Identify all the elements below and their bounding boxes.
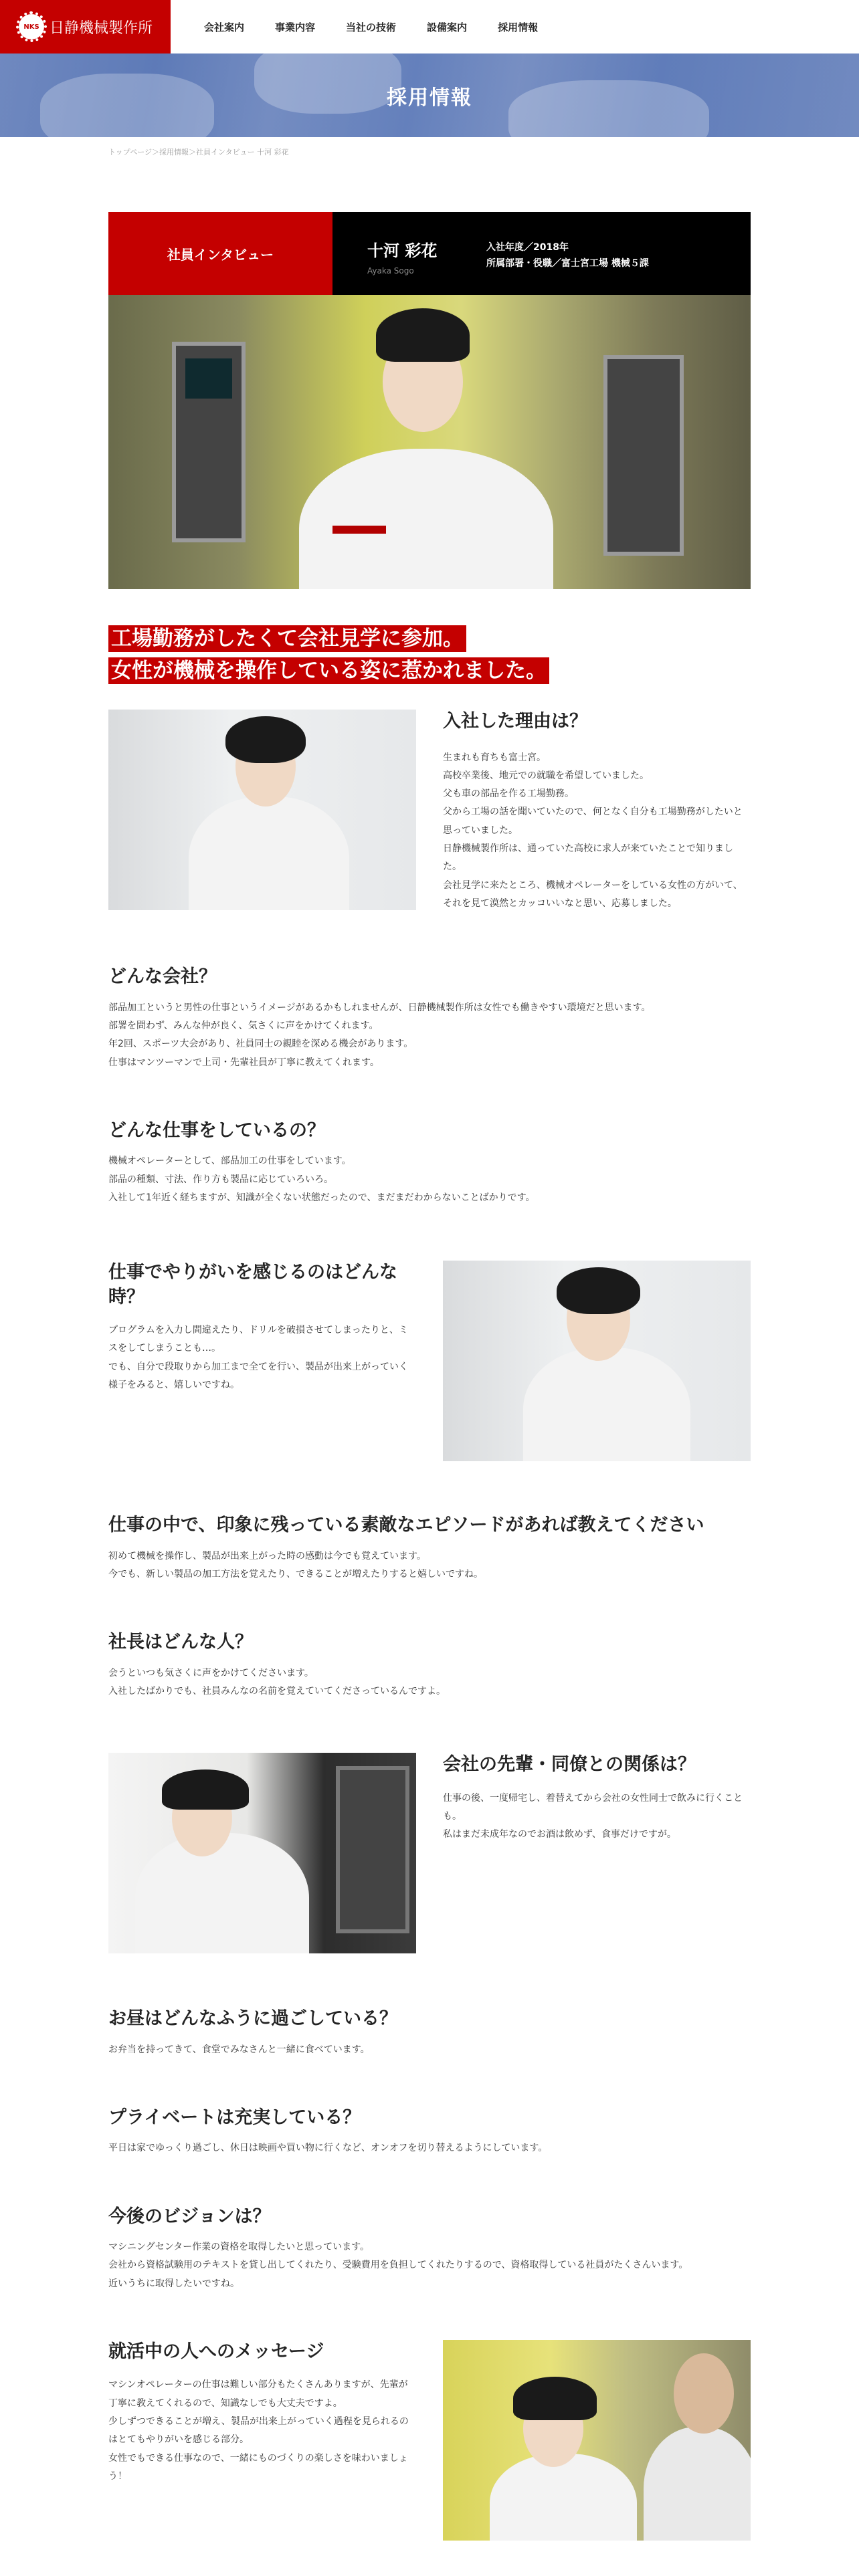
- logo-mark-text: NKS: [23, 23, 39, 31]
- hero-decoration: [40, 74, 214, 137]
- answer: 会うといつも気さくに声をかけてくださいます。 入社したばかりでも、社員みんなの名前を覚えていてくださっているんですよ。: [108, 1667, 446, 1697]
- question: プライベートは充実している？: [108, 2107, 361, 2128]
- site-logo[interactable]: [0, 0, 171, 53]
- breadcrumb[interactable]: トップページ＞採用情報＞社員インタビュー 十河 彩花: [108, 148, 289, 156]
- qa-section: [108, 1119, 751, 1207]
- qa-section: [108, 1261, 751, 1461]
- department: 所属部署・役職／富士宮工場 機械５課: [486, 257, 649, 269]
- answer: マシニングセンター作業の資格を取得したいと思っています。 会社から資格試験用のテキストを貸し出してくれたり、受験費用を負担してくれたりするので、資格取得している社員がたくさんいます。 近いうちに取得したいですね。: [108, 2242, 688, 2289]
- qa-section: [108, 1753, 751, 1953]
- answer: 平日は家でゆっくり過ごし、休日は映画や買い物に行くなど、オンオフを切り替えるようにしています。: [108, 2143, 548, 2154]
- answer: プログラムを入力し間違えたり、ドリルを破損させてしまったりと、ミスをしてしまうことも…。 でも、自分で段取りから加工まで全てを行い、製品が出来上がっていく様子をみると、嬉しいですね。: [108, 1325, 408, 1390]
- answer: マシンオペレーターの仕事は難しい部分もたくさんありますが、先輩が丁寧に教えてくれるので、知識なしでも大丈夫ですよ。 少しずつできることが増え、製品が出来上がっていく過程を見られるのはとてもやりがいを感じる部分。 女性でもできる仕事なので、一緒にものづくりの楽しさを味わいましょう！: [108, 2379, 409, 2482]
- hero-banner: [0, 53, 859, 137]
- question: 仕事の中で、印象に残っている素敵なエピソードがあれば教えてください: [108, 1515, 704, 1536]
- interview-photo: [108, 1753, 416, 1953]
- interview-photo: [443, 2340, 751, 2541]
- qa-section: [108, 1513, 751, 1584]
- photo-person: [523, 1348, 690, 1461]
- qa-section: [108, 2340, 751, 2541]
- qa-text: [108, 2340, 416, 2541]
- employee-info: [486, 212, 649, 295]
- nav-item-technology[interactable]: 当社の技術: [346, 21, 397, 33]
- site-header: [0, 0, 859, 53]
- employee-name-box: [332, 212, 486, 295]
- interview-photo: [443, 1261, 751, 1461]
- main-photo: [108, 295, 751, 589]
- interview-headline: [108, 623, 751, 687]
- question: 就活中の人へのメッセージ: [108, 2341, 324, 2363]
- interview-banner: [108, 212, 751, 295]
- question: 会社の先輩・同僚との関係は？: [443, 1754, 696, 1776]
- nav-item-company[interactable]: 会社案内: [204, 21, 245, 33]
- qa-text: [108, 1261, 416, 1461]
- answer: 生まれも育ちも富士宮。 高校卒業後、地元での就職を希望していました。 父も車の部品を作る工場勤務。 父から工場の話を聞いていたので、何となく自分も工場勤務がしたいと思っていました。 日静機械製作所は、通っていた高校に求人が来ていたことで知りました。 会社見学に来たところ、機械オペレーターをしている女性の方がいて、 それを見て漠然とカッコいいなと思い、応募しました。: [443, 752, 743, 909]
- hero-decoration: [508, 80, 709, 137]
- answer: 仕事の後、一度帰宅し、着替えてから会社の女性同士で飲みに行くことも。 私はまだ未成年なのでお酒は飲めず、食事だけですが。: [443, 1792, 743, 1840]
- question: 今後のビジョンは？: [108, 2206, 271, 2227]
- photo-person: [299, 449, 553, 589]
- photo-person: [644, 2427, 751, 2541]
- employee-name: 十河 彩花: [367, 241, 438, 260]
- nav-item-equipment[interactable]: 設備案内: [427, 21, 468, 33]
- join-year: 入社年度／2018年: [486, 242, 569, 253]
- photo-person: [162, 1769, 249, 1810]
- photo-machine: [603, 355, 684, 556]
- question: 仕事でやりがいを感じるのはどんな時？: [108, 1262, 397, 1307]
- interview-photo: [108, 710, 416, 910]
- question: 入社した理由は？: [443, 711, 587, 732]
- answer: 初めて機械を操作し、製品が出来上がった時の感動は今でも覚えています。 今でも、新しい製品の加工方法を覚えたり、できることが増えたりすると嬉しいですね。: [108, 1550, 483, 1580]
- qa-section: [108, 2205, 751, 2293]
- global-nav: [204, 20, 569, 34]
- photo-person: [376, 308, 470, 362]
- photo-person: [225, 716, 306, 763]
- employee-name-roman: Ayaka Sogo: [367, 266, 414, 276]
- qa-section: [108, 2106, 751, 2158]
- photo-decoration: [332, 526, 386, 534]
- nav-item-recruit[interactable]: 採用情報: [498, 21, 539, 33]
- photo-machine-screen: [185, 358, 232, 399]
- hero-decoration: [254, 53, 401, 114]
- headline-line2: 女性が機械を操作している姿に惹かれました。: [108, 657, 549, 684]
- question: どんな仕事をしているの？: [108, 1119, 325, 1141]
- logo-text: 日静機械製作所: [50, 19, 153, 37]
- question: 社長はどんな人？: [108, 1632, 253, 1653]
- nav-item-business[interactable]: 事業内容: [275, 21, 316, 33]
- gear-emblem-icon: [19, 14, 44, 39]
- answer: お弁当を持ってきて、食堂でみなさんと一緒に食べています。: [108, 2044, 370, 2055]
- answer: 部品加工というと男性の仕事というイメージがあるかもしれませんが、日静機械製作所は女性でも働きやすい環境だと思います。 部署を問わず、みんな仲が良く、気さくに声をかけてくれます。 年2回、スポーツ大会があり、社員同士の親睦を深める機会があります。 仕事はマンツーマンで上司・先輩社員が丁寧に教えてくれます。: [108, 1002, 651, 1068]
- answer: 機械オペレーターとして、部品加工の仕事をしています。 部品の種類、寸法、作り方も製品に応じていろいろ。 入社して1年近く経ちますが、知識が全くない状態だったので、まだまだわからないことばかりです。: [108, 1156, 535, 1203]
- headline-line1: 工場勤務がしたくて会社見学に参加。: [108, 625, 466, 652]
- question: どんな会社？: [108, 966, 217, 988]
- qa-section: [108, 2007, 751, 2059]
- photo-person: [490, 2454, 637, 2541]
- photo-person: [674, 2353, 734, 2434]
- qa-text: [443, 1753, 751, 1953]
- photo-person: [189, 796, 349, 910]
- photo-person: [135, 1833, 309, 1953]
- photo-machine: [336, 1766, 409, 1933]
- qa-section: [108, 965, 751, 1072]
- qa-section: [108, 1630, 751, 1701]
- qa-text: [443, 710, 751, 913]
- interview-label: 社員インタビュー: [108, 212, 332, 295]
- page-title: 採用情報: [387, 86, 472, 110]
- question: お昼はどんなふうに過ごしている？: [108, 2008, 397, 2030]
- qa-section: [108, 710, 751, 913]
- photo-person: [557, 1267, 640, 1314]
- photo-person: [513, 2377, 597, 2420]
